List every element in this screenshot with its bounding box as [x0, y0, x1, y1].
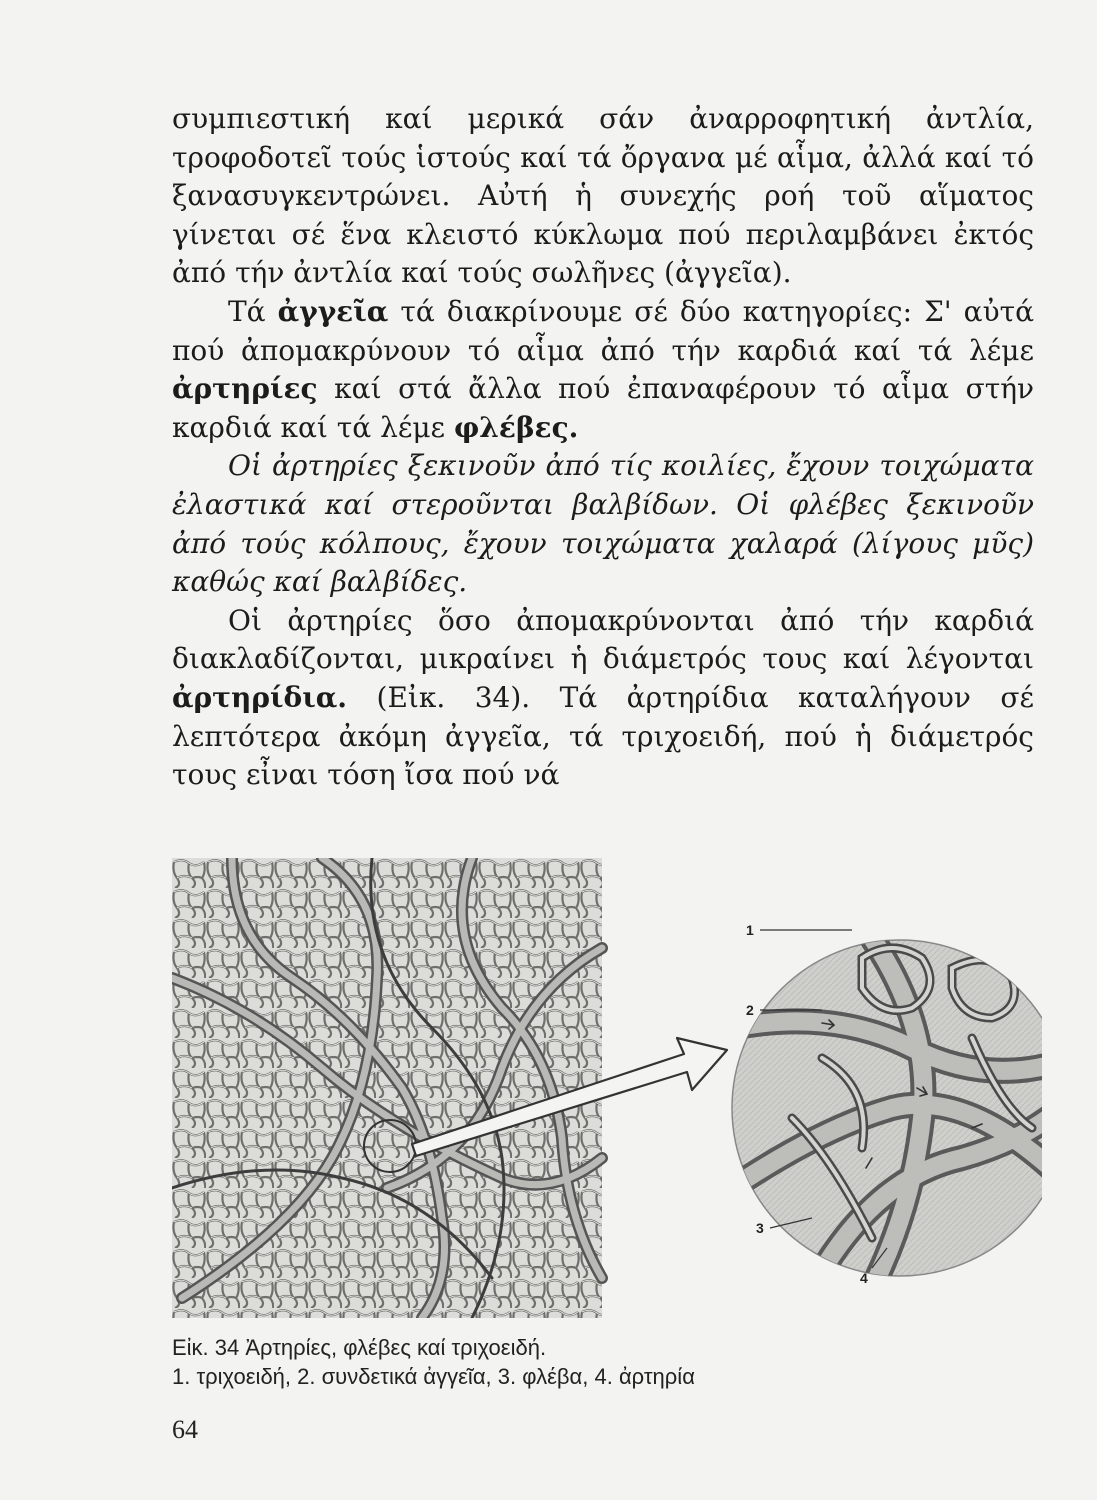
paragraph-3: Οἱ ἀρτηρίες ξεκινοῦν ἀπό τίς κοιλίες, ἔχουν τοιχώματα ἐλαστικά καί στεροῦνται βαλβίδων. Οἱ φλέβες ξεκινοῦν ἀπό τούς κόλπους, ἔχουν τοιχώματα χαλαρά (λίγους μῦς) καθώς καί βαλβίδες. [172, 449, 1034, 599]
label-2: 2 [746, 1002, 754, 1018]
tissue-panel [172, 858, 602, 1318]
caption-title: Εἰκ. 34 Ἀρτηρίες, φλέβες καί τριχοειδή. [172, 1335, 547, 1360]
term-arterioles: ἀρτηρίδια. [172, 680, 348, 714]
label-3: 3 [756, 1220, 764, 1236]
term-arteries: ἀρτηρίες [172, 372, 318, 406]
text-run: τά διακρίνουμε σέ δύο κατηγορίες: Σ' αὐτά πού ἀπομακρύνουν τό αἷμα ἀπό τήν καρδιά καί τά λέμε [172, 294, 1034, 367]
paragraph-2 [172, 293, 1034, 447]
body-text [172, 100, 1034, 795]
figure-caption [172, 1333, 695, 1391]
capillary-network-figure [172, 858, 1042, 1318]
label-1: 1 [746, 922, 754, 938]
label-4: 4 [860, 1270, 868, 1286]
term-vessels: ἀγγεῖα [277, 294, 389, 328]
text-run: (Εἰκ. 34). Τά ἀρτηρίδια καταλήγουν σέ λεπτότερα ἀκόμη ἀγγεῖα, τά τριχοειδή, πού ἡ διάμετρός τους εἶναι τόση ἴσα πού νά [172, 680, 1034, 792]
magnified-view [732, 922, 1042, 1288]
text-run: Τά [228, 294, 278, 328]
caption-legend: 1. τριχοειδή, 2. συνδετικά ἀγγεῖα, 3. φλέβα, 4. ἀρτηρία [172, 1364, 695, 1389]
paragraph-1: συμπιεστική καί μερικά σάν ἀναρροφητική ἀντλία, τροφοδοτεῖ τούς ἱστούς καί τά ὄργανα μέ αἷμα, ἀλλά καί τό ξανασυγκεντρώνει. Αὐτή ἡ συνεχής ροή τοῦ αἵματος γίνεται σέ ἕνα κλειστό κύκλωμα πού περιλαμβάνει ἐκτός ἀπό τήν ἀντλία καί τούς σωλῆνες (ἀγγεῖα). [172, 102, 1034, 290]
text-run: καί στά ἄλλα πού ἐπαναφέρουν τό αἷμα στήν καρδιά καί τά λέμε [172, 372, 1034, 444]
text-run: Οἱ ἀρτηρίες ὅσο ἀπομακρύνονται ἀπό τήν καρδιά διακλαδίζονται, μικραίνει ἡ διάμετρός τους καί λέγονται [172, 603, 1034, 676]
page-number: 64 [172, 1415, 198, 1444]
paragraph-4 [172, 602, 1034, 795]
term-veins: φλέβες. [453, 410, 579, 444]
